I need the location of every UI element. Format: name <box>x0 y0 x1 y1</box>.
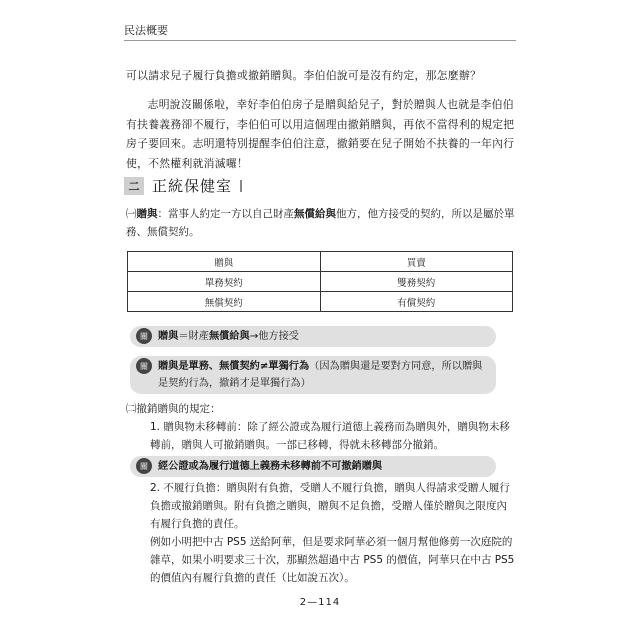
definition-text-cont: 他方，他方接受的契約，所以是屬於單務、無償契約。 <box>126 208 515 238</box>
paragraph-intro: 可以請求兒子履行負擔或撤銷贈與。李伯伯說可是沒有約定，那怎麼辦？ <box>126 69 482 82</box>
note-text: 無償給與 <box>208 331 250 342</box>
key-point-icon: 關 <box>136 358 152 374</box>
table-header: 買賣 <box>320 252 513 272</box>
key-note-1 <box>130 326 496 347</box>
table-header: 贈與 <box>128 252 321 272</box>
key-note-3 <box>130 456 496 477</box>
key-point-icon: 關 <box>136 458 152 474</box>
section-heading <box>124 175 242 196</box>
note-text: 經公證或為履行道德上義務未移轉前不可撤銷贈與 <box>158 461 383 472</box>
list-heading: 撤銷贈與的規定： <box>136 403 221 415</box>
note-text: 贈與 <box>158 331 179 342</box>
note-text: 贈與是單務、無償契約≠單獨行為 <box>158 361 310 372</box>
note-text: ＝財產 <box>178 331 209 342</box>
section-title: 正統保健室 <box>152 177 233 195</box>
term-gift: 贈與 <box>136 208 158 220</box>
list-marker: ㈠ <box>126 208 137 220</box>
table-header-row <box>128 252 513 272</box>
definition-text: ：當事人約定一方以自己財產 <box>157 208 294 220</box>
definition-emphasis: 無償給與 <box>294 208 336 220</box>
table-cell: 無償契約 <box>128 292 321 312</box>
rule-1: 1. 贈與物未移轉前：除了經公證或為履行道德上義務而為贈與外，贈與物未移轉前，贈與人可撤銷贈與。一部已移轉，得就未移轉部分撤銷。 <box>150 421 510 451</box>
note-text: →他方接受 <box>249 331 299 342</box>
section-divider <box>240 180 242 192</box>
key-point-icon: 關 <box>136 328 152 344</box>
list-item-burden-rules <box>126 479 516 587</box>
list-marker: ㈡ <box>126 403 137 415</box>
list-item-gift-definition <box>126 205 516 241</box>
table-row <box>128 292 513 312</box>
header-divider <box>124 40 516 41</box>
table-cell: 有償契約 <box>320 292 513 312</box>
list-item-revocation-rules <box>126 400 516 454</box>
note-text: （因為贈與還是要對方同意，所以贈與是契約行為，撤銷才是單獨行為） <box>158 361 483 389</box>
section-number: 二 <box>124 177 144 195</box>
running-header: 民法概要 <box>124 24 168 37</box>
paragraph-explanation: 志明說沒關係啦，幸好李伯伯房子是贈與給兒子，對於贈與人也就是李伯伯有扶養義務卻不履行，李伯伯可以用這個理由撤銷贈與，再依不當得利的規定把房子要回來。志明還特別提醒李伯伯注意，撤銷要在兒子開始不扶養的一年內行使，不然權利就消滅囉！ <box>126 98 515 170</box>
rule-2-example: 例如小明把中古 PS5 送給阿華，但是要求阿華必須一個月幫他修剪一次庭院的雜草，如果小明要求三十次，那顯然超過中古 PS5 的價值，阿華只在中古 PS5 的價值內有履行負擔的責任（比如說五次）。 <box>150 536 515 584</box>
table-cell: 單務契約 <box>128 272 321 292</box>
comparison-table <box>127 251 513 312</box>
key-note-2 <box>130 356 496 394</box>
rule-2: 2. 不履行負擔：贈與附有負擔，受贈人不履行負擔，贈與人得請求受贈人履行負擔或撤銷贈與。附有負擔之贈與，贈與不足負擔，受贈人僅於贈與之限度內有履行負擔的責任。 <box>150 482 510 530</box>
table-row <box>128 272 513 292</box>
page-number: 2—114 <box>299 597 341 608</box>
table-cell: 雙務契約 <box>320 272 513 292</box>
